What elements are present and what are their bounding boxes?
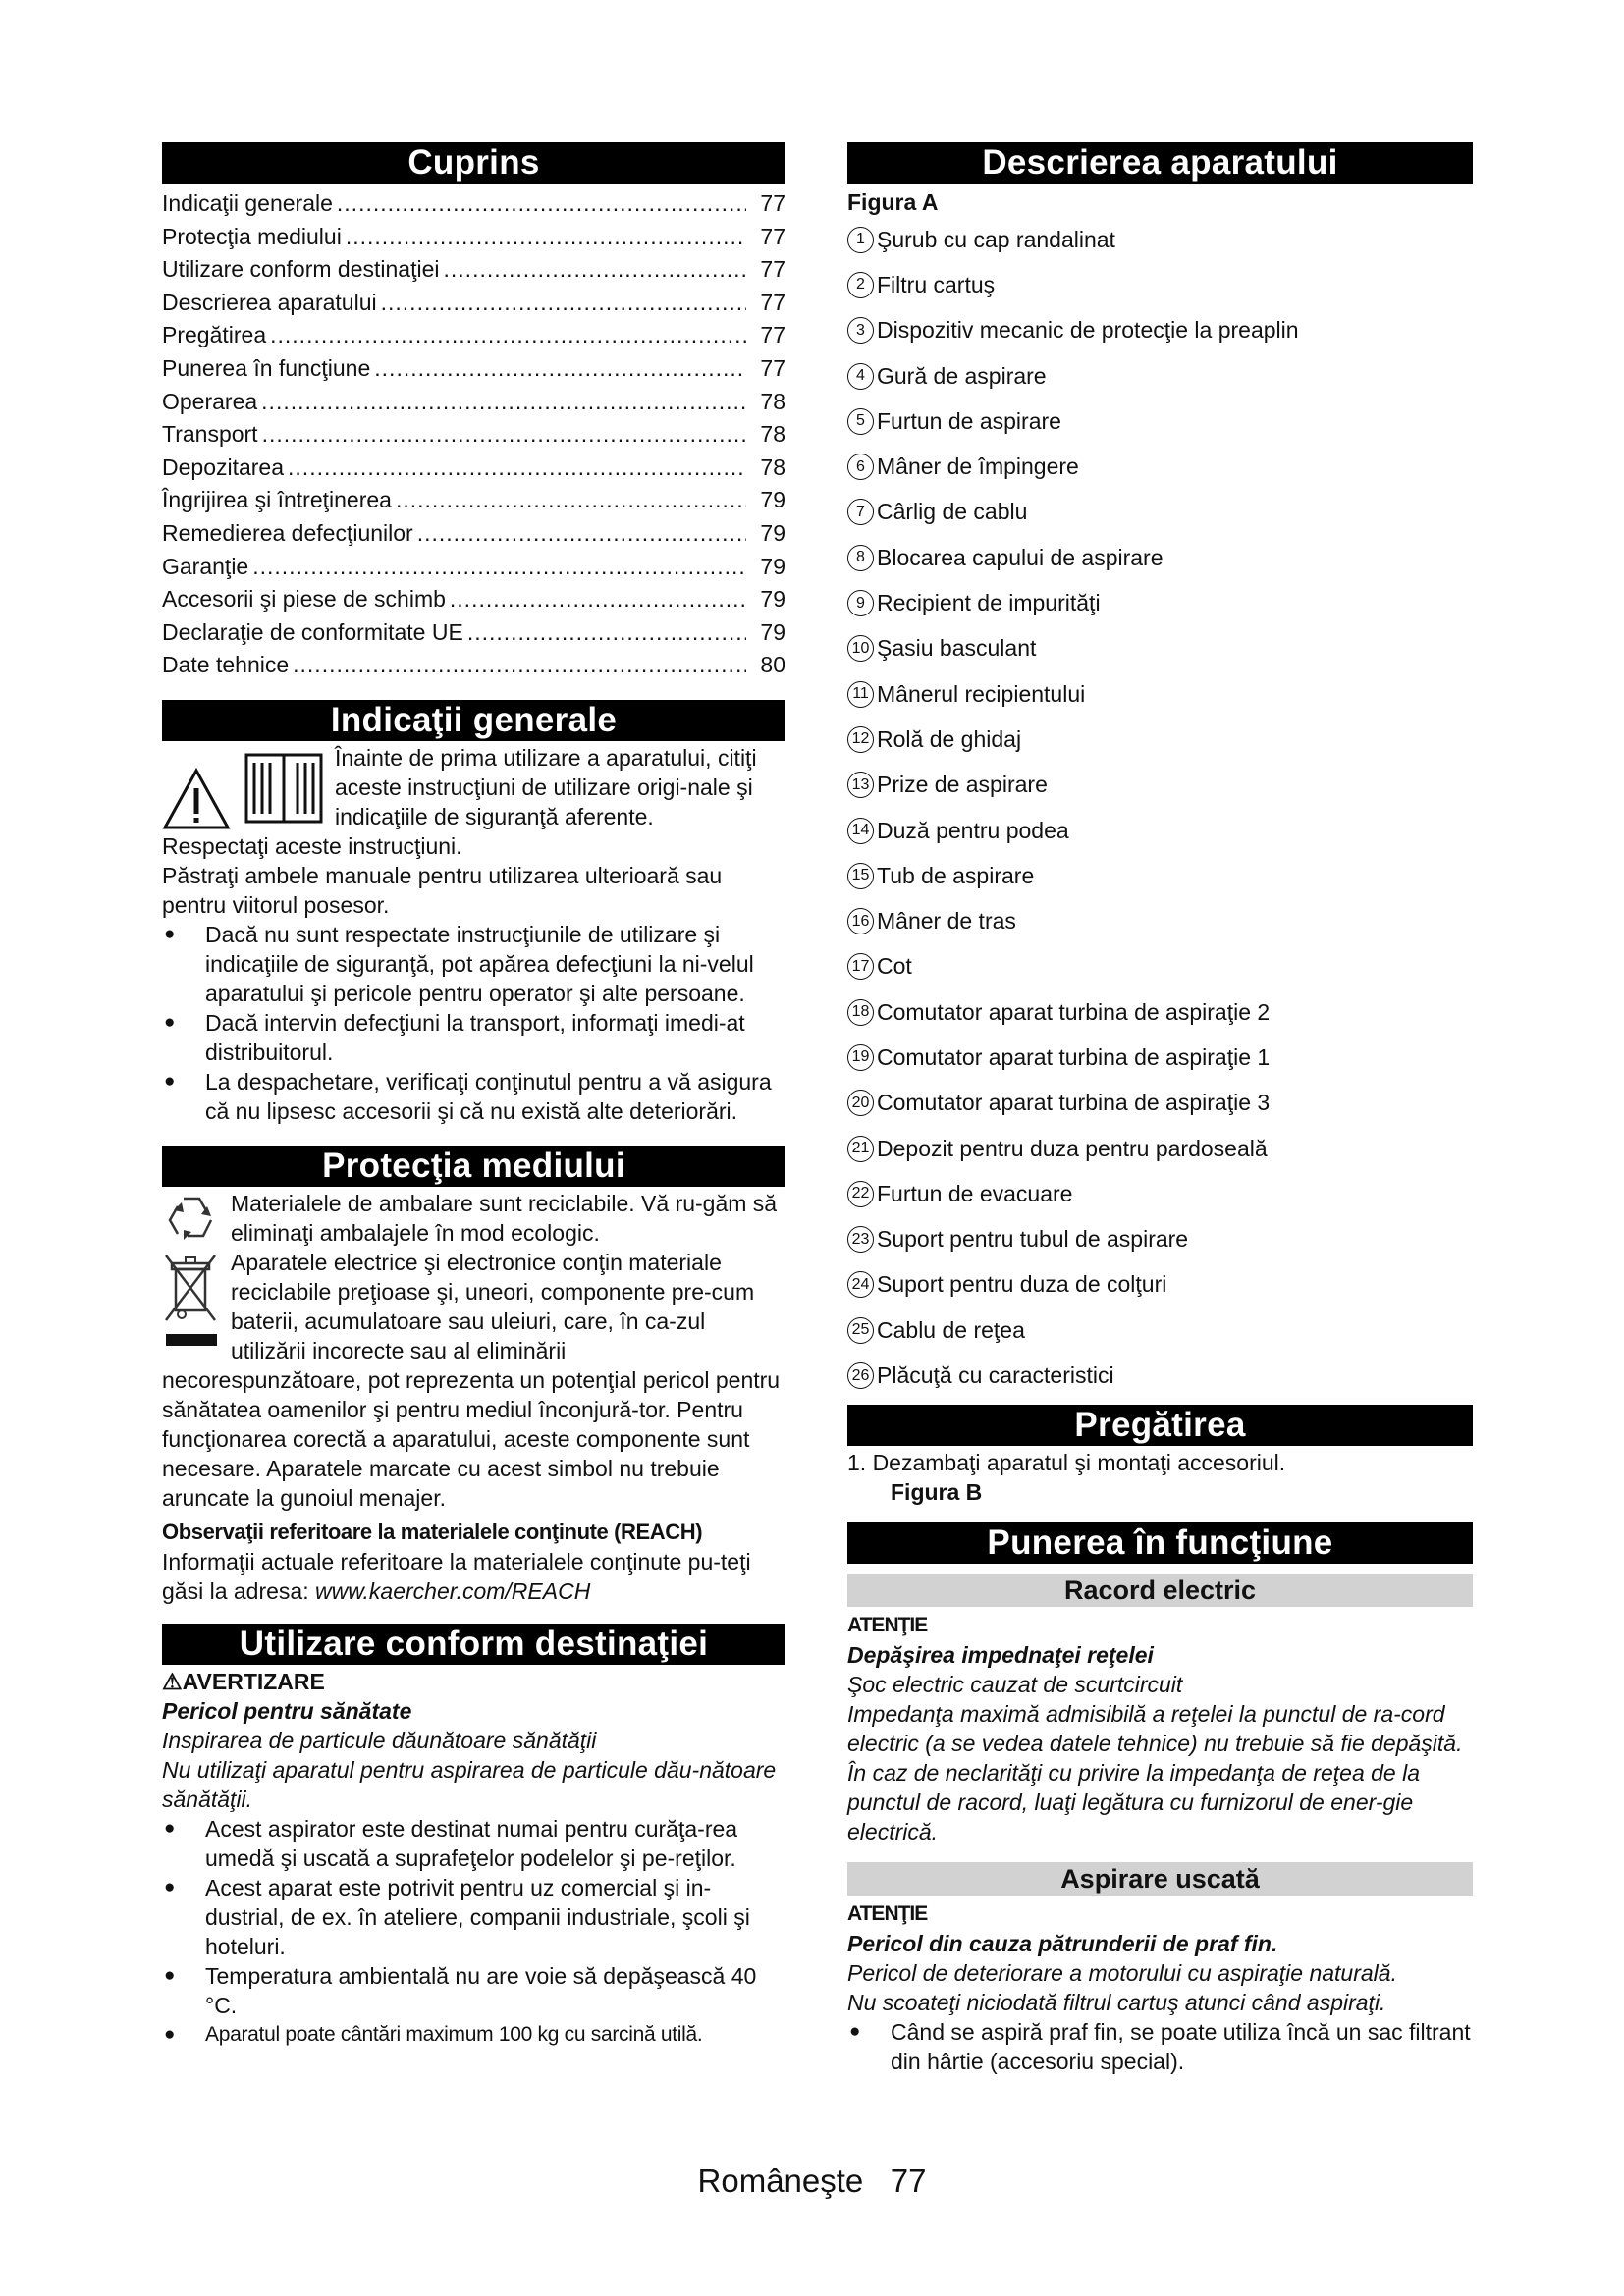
part-item (847, 1171, 1473, 1216)
use-hazard-instr: Nu utilizaţi aparatul pentru aspirarea de particule dău-nătoare sănătăţii. (162, 1756, 777, 1812)
electric-text2: În caz de neclarităţi cu privire la impedanţa de reţea de la punctul de racord, luaţi legătura cu furnizorul de ener-gie electrică. (847, 1759, 1420, 1844)
toc-row[interactable] (162, 352, 785, 386)
toc-row[interactable] (162, 418, 785, 452)
part-item (847, 308, 1473, 353)
crossed-bin-icon (162, 1252, 221, 1356)
part-number-badge: 12 (847, 726, 874, 753)
env-heading: Protecţia mediului (162, 1146, 785, 1187)
part-label: Dispozitiv mecanic de protecţie la preaplin (877, 317, 1299, 344)
part-label: Cablu de reţea (877, 1316, 1025, 1343)
toc-entry-label: Protecţia mediului (162, 223, 342, 249)
part-number-badge: 1 (847, 227, 874, 253)
toc-page-number: 77 (760, 223, 785, 249)
toc-row[interactable] (162, 517, 785, 551)
part-number-badge: 16 (847, 908, 874, 934)
part-label: Cot (877, 953, 912, 980)
toc-page-number: 79 (760, 487, 785, 513)
toc-entry-label: Remedierea defecţiunilor (162, 519, 413, 546)
toc-entry-label: Depozitarea (162, 454, 285, 480)
toc-entry-label: Date tehnice (162, 652, 290, 678)
general-p2: Păstraţi ambele manuale pentru utilizarea ulterioară sau pentru viitorul posesor. (162, 862, 723, 918)
part-item (847, 763, 1473, 808)
part-item (847, 1262, 1473, 1308)
toc-entry-label: Punerea în funcţiune (162, 354, 371, 381)
part-label: Plăcuţă cu caracteristici (877, 1362, 1114, 1389)
part-item (847, 1035, 1473, 1080)
part-label: Şurub cu cap randalinat (877, 226, 1115, 252)
use-hazard: Pericol pentru sănătate (162, 1697, 412, 1724)
list-item: ● Acest aparat este potrivit pentru uz comercial şi in-dustrial, de ex. în ateliere, companii industriale, şcoli şi hoteluri. (162, 1873, 785, 1961)
toc-page-number: 78 (760, 454, 785, 480)
part-number-badge: 10 (847, 635, 874, 662)
toc-row[interactable] (162, 616, 785, 650)
electric-hazard-desc: Şoc electric cauzat de scurtcircuit (847, 1671, 1183, 1697)
list-item: ● Aparatul poate cântări maximum 100 kg cu sarcină utilă. (162, 2020, 785, 2050)
part-label: Filtru cartuş (877, 271, 996, 297)
toc-entry-label: Pregătirea (162, 322, 267, 348)
part-item (847, 717, 1473, 762)
toc-entry-label: Declaraţie de conformitate UE (162, 618, 463, 645)
part-item (847, 989, 1473, 1035)
device-heading: Descrierea aparatului (847, 142, 1473, 184)
part-item (847, 671, 1473, 717)
part-number-badge: 17 (847, 953, 874, 980)
list-item: ● Temperatura ambientală nu are voie să depăşească 40 °C. (162, 1961, 785, 2020)
part-label: Suport pentru duza de colţuri (877, 1271, 1167, 1298)
toc-row[interactable] (162, 452, 785, 485)
part-item (847, 808, 1473, 853)
toc-page-number: 79 (760, 586, 785, 613)
part-number-badge: 4 (847, 363, 874, 390)
toc-leader (346, 221, 746, 254)
part-item (847, 490, 1473, 535)
part-label: Mânerul recipientului (877, 680, 1086, 707)
dry-attention: ATENŢIE (847, 1901, 928, 1925)
toc-leader (252, 551, 746, 584)
part-item (847, 1081, 1473, 1126)
toc-row[interactable] (162, 484, 785, 517)
part-label: Comutator aparat turbina de aspiraţie 2 (877, 998, 1271, 1025)
part-number-badge: 26 (847, 1362, 874, 1389)
part-number-badge: 5 (847, 408, 874, 435)
part-item (847, 1308, 1473, 1353)
electric-heading: Racord electric (847, 1574, 1473, 1607)
toc-leader (262, 418, 746, 452)
part-number-badge: 23 (847, 1226, 874, 1253)
part-number-badge: 25 (847, 1317, 874, 1344)
part-item (847, 399, 1473, 444)
dry-heading: Aspirare uscată (847, 1862, 1473, 1896)
part-item (847, 944, 1473, 989)
toc-entry-label: Utilizare conform destinaţiei (162, 256, 440, 283)
dry-hazard-desc: Pericol de deteriorare a motorului cu aspiraţie naturală. (847, 1959, 1397, 1986)
use-heading: Utilizare conform destinaţiei (162, 1624, 785, 1665)
toc-leader (270, 319, 746, 352)
part-label: Suport pentru tubul de aspirare (877, 1226, 1189, 1253)
part-number-badge: 2 (847, 272, 874, 298)
toc-leader (467, 616, 746, 650)
toc-leader (450, 583, 746, 616)
dry-hazard-instr: Nu scoateţi niciodată filtrul cartuş atunci când aspiraţi. (847, 1989, 1386, 2015)
part-item (847, 217, 1473, 262)
toc-entry-label: Transport (162, 421, 258, 448)
part-number-badge: 14 (847, 818, 874, 844)
part-label: Recipient de impurităţi (877, 590, 1101, 616)
part-number-badge: 19 (847, 1044, 874, 1071)
prep-heading: Pregătirea (847, 1405, 1473, 1446)
part-number-badge: 13 (847, 772, 874, 798)
part-number-badge: 21 (847, 1136, 874, 1162)
parts-list (847, 217, 1473, 1399)
toc-page-number: 77 (760, 322, 785, 348)
part-label: Prize de aspirare (877, 772, 1048, 798)
part-number-badge: 6 (847, 454, 874, 480)
electric-hazard: Depăşirea impednaţei reţelei (847, 1641, 1154, 1668)
general-bullets (162, 920, 785, 1126)
use-hazard-desc: Inspirarea de particule dăunătoare sănătăţii (162, 1727, 597, 1753)
part-label: Mâner de împingere (877, 454, 1079, 480)
toc-leader (396, 484, 746, 517)
part-label: Tub de aspirare (877, 862, 1035, 888)
part-label: Şasiu basculant (877, 635, 1037, 662)
toc-leader (261, 386, 746, 419)
toc-page-number: 80 (760, 652, 785, 678)
part-item (847, 1126, 1473, 1171)
use-warning-label: ⚠AVERTIZARE (162, 1668, 325, 1694)
part-label: Blocarea capului de aspirare (877, 544, 1164, 570)
warning-triangle-icon (162, 767, 231, 831)
general-intro-text: Înainte de prima utilizare a aparatului, citiţi aceste instrucţiuni de utilizare origi-nale şi indicaţiile de siguranţă aferente. (335, 744, 757, 829)
part-item (847, 353, 1473, 399)
list-item: ● Când se aspiră praf fin, se poate utiliza încă un sac filtrant din hârtie (accesoriu special). (847, 2017, 1473, 2076)
toc-row[interactable] (162, 386, 785, 419)
env-weee-cont: necorespunzătoare, pot reprezenta un potenţial pericol pentru sănătatea oamenilor şi pentru mediul înconjură-tor. Pentru funcţionarea corectă a aparatului, aceste componente sunt necesare. Aparatele marcate cu acest simbol nu trebuie aruncate la gunoiul menajer. (162, 1366, 781, 1511)
toc-page-number: 77 (760, 289, 785, 315)
part-number-badge: 9 (847, 590, 874, 616)
toc-row[interactable] (162, 583, 785, 616)
toc-entry-label: Indicaţii generale (162, 190, 333, 216)
part-item (847, 898, 1473, 943)
toc-leader (293, 649, 746, 682)
dry-hazard: Pericol din cauza pătrunderii de praf fin. (847, 1930, 1278, 1956)
electric-text1: Impedanţa maximă admisibilă a reţelei la punctul de ra-cord electric (a se vedea datele tehnice) nu trebuie să fie depăşită. (847, 1700, 1463, 1756)
manual-book-icon (243, 749, 325, 828)
toc-heading: Cuprins (162, 142, 785, 184)
part-label: Duză pentru podea (877, 817, 1069, 843)
part-number-badge: 7 (847, 499, 874, 525)
toc-list (162, 187, 785, 682)
general-p1: Respectaţi aceste instrucţiuni. (162, 832, 462, 859)
part-label: Comutator aparat turbina de aspiraţie 1 (877, 1043, 1271, 1070)
general-intro (162, 743, 785, 831)
part-number-badge: 8 (847, 545, 874, 571)
startup-heading: Punerea în funcţiune (847, 1522, 1473, 1564)
part-label: Furtun de aspirare (877, 407, 1061, 434)
dry-bullets (847, 2017, 1473, 2076)
part-label: Gură de aspirare (877, 362, 1047, 389)
toc-leader (417, 517, 746, 551)
reach-title: Observaţii referitoare la materialele conţinute (REACH) (162, 1519, 703, 1544)
page-footer: Româneşte 77 (697, 2163, 927, 2199)
toc-entry-label: Accesorii şi piese de schimb (162, 586, 446, 613)
reach-link[interactable]: www.kaercher.com/REACH (314, 1577, 591, 1604)
electric-attention: ATENŢIE (847, 1613, 928, 1636)
toc-page-number: 79 (760, 519, 785, 546)
toc-row[interactable] (162, 287, 785, 320)
part-number-badge: 3 (847, 317, 874, 344)
part-item (847, 1353, 1473, 1398)
toc-row[interactable] (162, 221, 785, 254)
toc-entry-label: Îngrijirea şi întreţinerea (162, 487, 392, 513)
left-column (162, 142, 785, 2050)
part-item (847, 853, 1473, 898)
part-number-badge: 22 (847, 1181, 874, 1207)
reach-text: Informaţii actuale referitoare la materialele conţinute pu-teţi găsi la adresa: www.kaercher.com/REACH (162, 1548, 751, 1604)
toc-leader (381, 287, 746, 320)
part-number-badge: 11 (847, 681, 874, 708)
recycle-icon (162, 1191, 221, 1246)
toc-entry-label: Operarea (162, 388, 258, 414)
toc-page-number: 77 (760, 256, 785, 283)
part-number-badge: 24 (847, 1271, 874, 1298)
toc-page-number: 77 (760, 354, 785, 381)
part-label: Furtun de evacuare (877, 1180, 1073, 1206)
part-number-badge: 18 (847, 999, 874, 1026)
part-label: Cârlig de cablu (877, 499, 1028, 525)
toc-row[interactable] (162, 649, 785, 682)
env-recycle (162, 1189, 785, 1248)
prep-figure: Figura B (891, 1478, 983, 1505)
list-item: ● Dacă nu sunt respectate instrucţiunile de utilizare şi indicaţiile de siguranţă, pot apărea defecţiuni la ni-velul aparatului şi pericole pentru operator şi alte persoane. (162, 920, 785, 1008)
part-item (847, 580, 1473, 625)
toc-page-number: 79 (760, 618, 785, 645)
list-item: ● La despachetare, verificaţi conţinutul pentru a vă asigura că nu lipsesc accesorii şi că nu există alte deteriorări. (162, 1067, 785, 1126)
general-heading: Indicaţii generale (162, 700, 785, 741)
toc-leader (337, 187, 746, 221)
toc-entry-label: Garanţie (162, 553, 249, 579)
toc-page-number: 77 (760, 190, 785, 216)
prep-step: 1. Dezambaţi aparatul şi montaţi accesoriul. (847, 1449, 1286, 1475)
toc-page-number: 79 (760, 553, 785, 579)
part-label: Mâner de tras (877, 908, 1016, 934)
toc-row[interactable] (162, 551, 785, 584)
env-weee (162, 1248, 785, 1365)
list-item: ● Dacă intervin defecţiuni la transport, informaţi imedi-at distribuitorul. (162, 1008, 785, 1067)
toc-page-number: 78 (760, 421, 785, 448)
toc-leader (444, 253, 746, 287)
toc-page-number: 78 (760, 388, 785, 414)
toc-leader (288, 452, 746, 485)
env-weee-text: Aparatele electrice şi electronice conţin materiale reciclabile preţioase şi, uneori, componente pre-cum baterii, acumulatoare sau uleiuri, care, în ca-zul utilizării incorecte sau al eliminării (231, 1249, 755, 1363)
part-label: Rolă de ghidaj (877, 725, 1022, 752)
part-item (847, 1217, 1473, 1262)
toc-leader (374, 352, 746, 386)
use-bullets (162, 1814, 785, 2050)
toc-row[interactable] (162, 319, 785, 352)
part-item (847, 626, 1473, 671)
right-column (847, 142, 1473, 2076)
device-figure: Figura A (847, 189, 939, 215)
part-label: Depozit pentru duza pentru pardoseală (877, 1135, 1268, 1161)
part-item (847, 535, 1473, 580)
part-number-badge: 20 (847, 1090, 874, 1116)
toc-row[interactable] (162, 253, 785, 287)
part-item (847, 444, 1473, 489)
part-number-badge: 15 (847, 863, 874, 889)
list-item: ● Acest aspirator este destinat numai pentru curăţa-rea umedă şi uscată a suprafeţelor podelelor şi pe-reţilor. (162, 1814, 785, 1873)
part-item (847, 262, 1473, 307)
env-recycle-text: Materialele de ambalare sunt reciclabile. Vă ru-găm să eliminaţi ambalajele în mod ecologic. (231, 1190, 778, 1246)
toc-row[interactable] (162, 187, 785, 221)
part-label: Comutator aparat turbina de aspiraţie 3 (877, 1090, 1271, 1116)
toc-entry-label: Descrierea aparatului (162, 289, 377, 315)
